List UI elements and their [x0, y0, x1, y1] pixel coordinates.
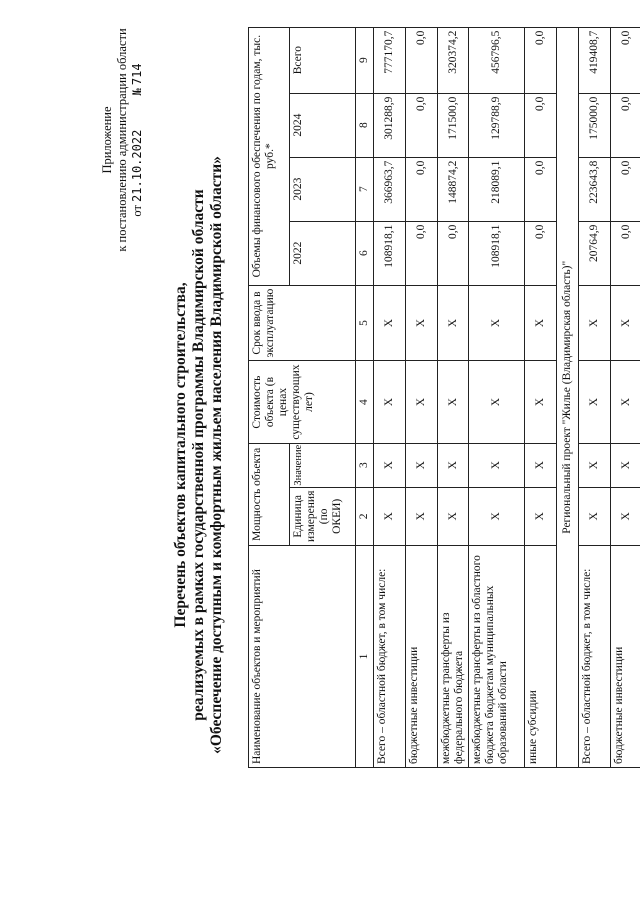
row-total: 320374,2 [438, 27, 469, 93]
index-cell: 5 [356, 285, 374, 361]
header-commissioning: Срок ввода в эксплуатацию [249, 285, 356, 361]
row-name: межбюджетные трансферты из федерального бюджета [438, 546, 469, 768]
table-row [469, 27, 525, 767]
row-term: Х [579, 285, 611, 361]
row-cost: Х [374, 361, 406, 443]
row-unit: Х [579, 487, 611, 545]
row-name: бюджетные инвестиции [611, 546, 640, 768]
row-term: Х [611, 285, 640, 361]
appendix-date-line [130, 25, 145, 255]
row-2022: 0,0 [438, 221, 469, 285]
row-value: Х [438, 443, 469, 487]
row-cost: Х [438, 361, 469, 443]
row-total: 0,0 [611, 27, 640, 93]
table-row [579, 27, 611, 767]
row-2024: 0,0 [406, 93, 438, 157]
row-value: Х [469, 443, 525, 487]
header-capacity: Мощность объекта [249, 443, 290, 545]
row-cost: Х [406, 361, 438, 443]
date-prefix: от [130, 205, 144, 217]
heading-line-2: реализуемых в рамках государственной программы Владимирской области [190, 189, 207, 721]
row-2024: 301288,9 [374, 93, 406, 157]
column-index-row [356, 27, 374, 767]
number-prefix: № [130, 88, 144, 96]
row-total: 777170,7 [374, 27, 406, 93]
row-2022: 0,0 [525, 221, 557, 285]
row-unit: Х [374, 487, 406, 545]
row-term: Х [406, 285, 438, 361]
row-2022: 108918,1 [374, 221, 406, 285]
row-cost: Х [611, 361, 640, 443]
row-term: Х [469, 285, 525, 361]
row-2023: 0,0 [525, 157, 557, 221]
appendix-subtitle: к постановлению администрации области [115, 28, 129, 252]
row-2022: 0,0 [611, 221, 640, 285]
row-2023: 148874,2 [438, 157, 469, 221]
capital-objects-table [248, 27, 640, 768]
table-row [406, 27, 438, 767]
resolution-number: 714 [130, 63, 144, 86]
row-value: Х [579, 443, 611, 487]
row-2022: 0,0 [406, 221, 438, 285]
appendix-title: Приложение [100, 106, 114, 174]
row-2024: 0,0 [525, 93, 557, 157]
row-cost: Х [579, 361, 611, 443]
row-name: межбюджетные трансферты из областного бюджета бюджетам муниципальных образований области [469, 546, 525, 768]
row-value: Х [406, 443, 438, 487]
row-2022: 20764,9 [579, 221, 611, 285]
index-cell: 8 [356, 93, 374, 157]
row-cost: Х [525, 361, 557, 443]
row-unit: Х [611, 487, 640, 545]
section-title: Региональный проект "Жилье (Владимирская область)" [557, 27, 579, 767]
header-unit: Единица измерения (по ОКЕИ) [290, 487, 356, 545]
row-2023: 0,0 [406, 157, 438, 221]
row-2023: 223643,8 [579, 157, 611, 221]
index-cell: 3 [356, 443, 374, 487]
row-term: Х [525, 285, 557, 361]
header-name: Наименование объектов и мероприятий [249, 546, 356, 768]
row-2023: 218089,1 [469, 157, 525, 221]
row-total: 0,0 [406, 27, 438, 93]
header-funding: Объемы финансового обеспечения по годам, тыс. руб.* [249, 27, 290, 285]
row-term: Х [374, 285, 406, 361]
row-2024: 129788,9 [469, 93, 525, 157]
header-year-2024: 2024 [290, 93, 356, 157]
row-unit: Х [469, 487, 525, 545]
row-2022: 108918,1 [469, 221, 525, 285]
row-2024: 0,0 [611, 93, 640, 157]
row-total: 419408,7 [579, 27, 611, 93]
row-value: Х [374, 443, 406, 487]
header-year-2022: 2022 [290, 221, 356, 285]
index-cell: 6 [356, 221, 374, 285]
table-row [611, 27, 640, 767]
document-heading [172, 155, 226, 755]
row-2023: 0,0 [611, 157, 640, 221]
header-cost: Стоимость объекта (в ценах существующих лет) [249, 361, 356, 443]
row-value: Х [611, 443, 640, 487]
appendix-block [100, 25, 145, 255]
row-name: Всего – областной бюджет, в том числе: [374, 546, 406, 768]
table-row [438, 27, 469, 767]
row-2024: 175000,0 [579, 93, 611, 157]
resolution-date: 21.10.2022 [130, 129, 144, 202]
heading-line-1: Перечень объектов капитального строительства, [172, 282, 189, 628]
heading-line-3: «Обеспечение доступным и комфортным жильем населения Владимирской области» [208, 156, 225, 754]
header-row-1 [249, 27, 290, 767]
row-2024: 171500,0 [438, 93, 469, 157]
row-cost: Х [469, 361, 525, 443]
table-row [525, 27, 557, 767]
header-total: Всего [290, 27, 356, 93]
row-name: иные субсидии [525, 546, 557, 768]
row-unit: Х [438, 487, 469, 545]
header-value: Значение [290, 443, 356, 487]
index-cell: 2 [356, 487, 374, 545]
index-cell: 7 [356, 157, 374, 221]
row-total: 0,0 [525, 27, 557, 93]
index-cell: 1 [356, 546, 374, 768]
row-name: бюджетные инвестиции [406, 546, 438, 768]
row-unit: Х [406, 487, 438, 545]
row-total: 456796,5 [469, 27, 525, 93]
row-value: Х [525, 443, 557, 487]
row-2023: 366963,7 [374, 157, 406, 221]
index-cell: 9 [356, 27, 374, 93]
table-row [374, 27, 406, 767]
section-row [557, 27, 579, 767]
row-term: Х [438, 285, 469, 361]
header-year-2023: 2023 [290, 157, 356, 221]
row-unit: Х [525, 487, 557, 545]
index-cell: 4 [356, 361, 374, 443]
row-name: Всего – областной бюджет, в том числе: [579, 546, 611, 768]
